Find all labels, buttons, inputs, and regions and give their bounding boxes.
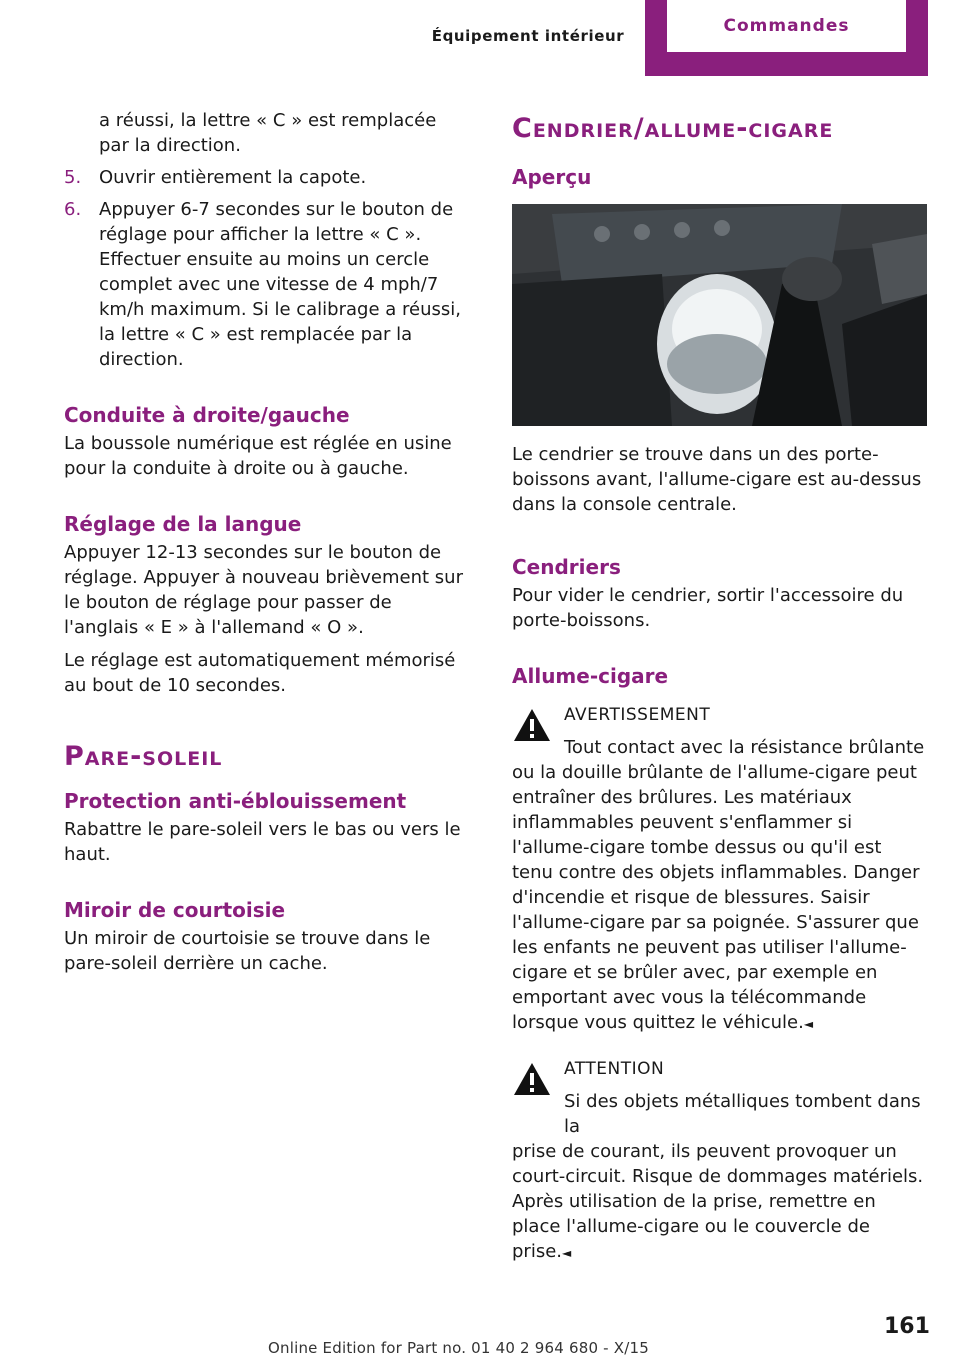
end-of-section-mark: ◄ [803,1017,814,1031]
mirror-text: Un miroir de courtoisie se trouve dans le pare-soleil derrière un cache. [64,928,431,974]
drive-side-heading: Conduite à droite/gauche [64,403,350,427]
caution-body: prise de courant, ils peuvent provoquer un court-circuit. Risque de dommages matériels. Après utilisation de la prise, remettre en place l'allume-cigare ou le couvercle de prise. [512,1141,924,1262]
drive-side-text: La boussole numérique est réglée en usine pour la conduite à droite ou à gauche. [64,433,452,479]
page-number: 161 [884,1314,930,1339]
step-continuation: a réussi, la lettre « C » est remplacée par la direction. [99,110,437,156]
sun-visor-heading: Pare-soleil [64,741,223,772]
glare-text: Rabattre le pare-soleil vers le bas ou vers le haut. [64,819,461,865]
warning-body: ou la douille brûlante de l'allume-cigare peut entraîner des brûlures. Les matériaux inflammables peuvent s'enflammer si l'allume-cigare tombe dessus ou qu'il est tenu contre des objets inflammables. Danger d'incendie et risque de blessures. Saisir l'allume-cigare par sa poignée. S'assurer que les enfants ne peuvent pas utiliser l'allume-cigare et se brûler avec, par exemple en emportant avec vous la télécommande lorsque vous quittez le véhicule. [512,762,920,1033]
page-header [0,0,960,76]
end-of-section-mark: ◄ [562,1246,572,1260]
header-chapter-label: Commandes [667,0,906,52]
caution-first-line: Si des objets métalliques tombent dans la [564,1091,921,1137]
edition-footer: Online Edition for Part no. 01 40 2 964 680 - X/15 [268,1339,649,1357]
step-item [64,197,470,372]
caution-label: ATTENTION [564,1059,665,1079]
ashtrays-text: Pour vider le cendrier, sortir l'accessoire du porte-boissons. [512,585,904,631]
right-column [512,108,926,1266]
language-text: Appuyer 12-13 secondes sur le bouton de réglage. Appuyer à nouveau brièvement sur le bouton de réglage pour passer de l'anglais « E » à l'allemand « O ». [64,542,463,638]
step-number: 5. [64,167,82,188]
warning-first-line: Tout contact avec la résistance brûlante [564,737,925,758]
ashtray-photo [512,204,927,426]
header-section-title: Équipement intérieur [431,27,625,45]
warning-triangle-icon [512,707,552,743]
caution-block [512,1057,926,1266]
caution-text [512,1139,926,1266]
step-text: Appuyer 6-7 secondes sur le bouton de réglage pour afficher la lettre « C ». Effectuer ensuite au moins un cercle complet avec une vitesse de 4 mph/7 km/h maximum. Si le calibrage a réussi, la lettre « C » est remplacée par la direction. [99,199,461,370]
step-number: 6. [64,199,82,220]
language-heading: Réglage de la langue [64,512,302,536]
overview-text: Le cendrier se trouve dans un des porte-boissons avant, l'allume-cigare est au-dessus dans la console centrale. [512,444,922,515]
left-column [64,108,470,976]
step-item [64,165,470,190]
ashtrays-heading: Cendriers [512,555,621,579]
glare-heading: Protection anti-éblouissement [64,789,407,813]
step-text: Ouvrir entièrement la capote. [99,167,367,188]
language-text-2: Le réglage est automatiquement mémorisé au bout de 10 secondes. [64,650,456,696]
ashtray-lighter-heading: Cendrier/allume-cigare [512,113,834,144]
warning-label: AVERTISSEMENT [564,705,711,725]
warning-block [512,703,926,1037]
mirror-heading: Miroir de courtoisie [64,898,286,922]
ashtray-photo-illustration [512,204,927,426]
overview-heading: Aperçu [512,165,592,189]
lighter-heading: Allume-cigare [512,664,669,688]
header-chapter-tab [645,0,928,76]
caution-triangle-icon [512,1061,552,1097]
warning-text [512,760,926,1037]
